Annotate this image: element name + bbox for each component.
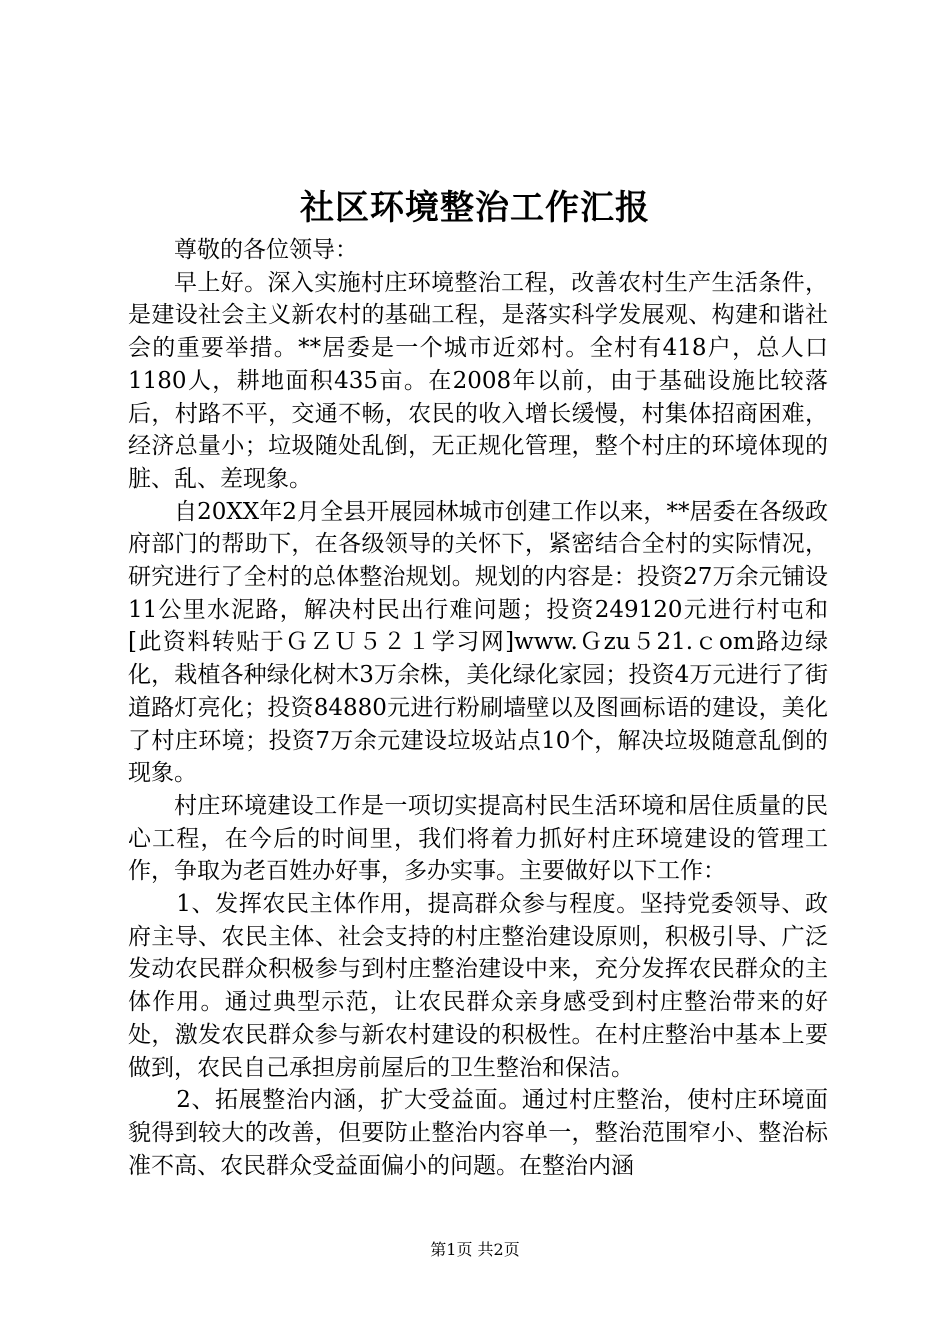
work-item-1-paragraph: 1、发挥农民主体作用，提高群众参与程度。坚持党委领导、政府主导、农民主体、社会支持的村庄整治建设原则，积极引导、广泛发动农民群众积极参与到村庄整治建设中来，充分发挥农民群众的主体作用。通过典型示范，让农民群众亲身感受到村庄整治带来的好处，激发农民群众参与新农村建设的积极性。在村庄整治中基本上要做到，农民自己承担房前屋后的卫生整治和保洁。 [128, 891, 828, 1081]
salutation-paragraph: 尊敬的各位领导： [174, 237, 358, 263]
work-item-2-paragraph: 2、拓展整治内涵，扩大受益面。通过村庄整治，使村庄环境面貌得到较大的改善，但要防止整治内容单一，整治范围窄小、整治标准不高、农民群众受益面偏小的问题。在整治内涵 [128, 1087, 828, 1179]
page-footer: 第1页 共2页 [430, 1240, 520, 1259]
document-title: 社区环境整治工作汇报 [300, 188, 650, 228]
planning-paragraph: 自20XX年2月全县开展园林城市创建工作以来，**居委在各级政府部门的帮助下，在各级领导的关怀下，紧密结合全村的实际情况，研究进行了全村的总体整治规划。规划的内容是：投资27万余元铺设11公里水泥路，解决村民出行难问题；投资249120元进行村屯和[此资料转贴于ＧＺＵ５２１学习网]www.Ｇzu５21.ｃom路边绿化，栽植各种绿化树木3万余株，美化绿化家园；投资4万元进行了街道路灯亮化；投资84880元进行粉刷墙壁以及图画标语的建设，美化了村庄环境；投资7万余元建设垃圾站点10个，解决垃圾随意乱倒的现象。 [128, 498, 828, 787]
document-body [128, 234, 828, 1182]
intro-paragraph: 早上好。深入实施村庄环境整治工程，改善农村生产生活条件，是建设社会主义新农村的基础工程，是落实科学发展观、构建和谐社会的重要举措。**居委是一个城市近郊村。全村有418户，总人口1180人，耕地面积435亩。在2008年以前，由于基础设施比较落后，村路不平，交通不畅，农民的收入增长缓慢，村集体招商困难，经济总量小；垃圾随处乱倒，无正规化管理，整个村庄的环境体现的脏、乱、差现象。 [128, 269, 828, 492]
future-work-paragraph: 村庄环境建设工作是一项切实提高村民生活环境和居住质量的民心工程，在今后的时间里，我们将着力抓好村庄环境建设的管理工作，争取为老百姓办好事，多办实事。主要做好以下工作： [128, 792, 828, 885]
